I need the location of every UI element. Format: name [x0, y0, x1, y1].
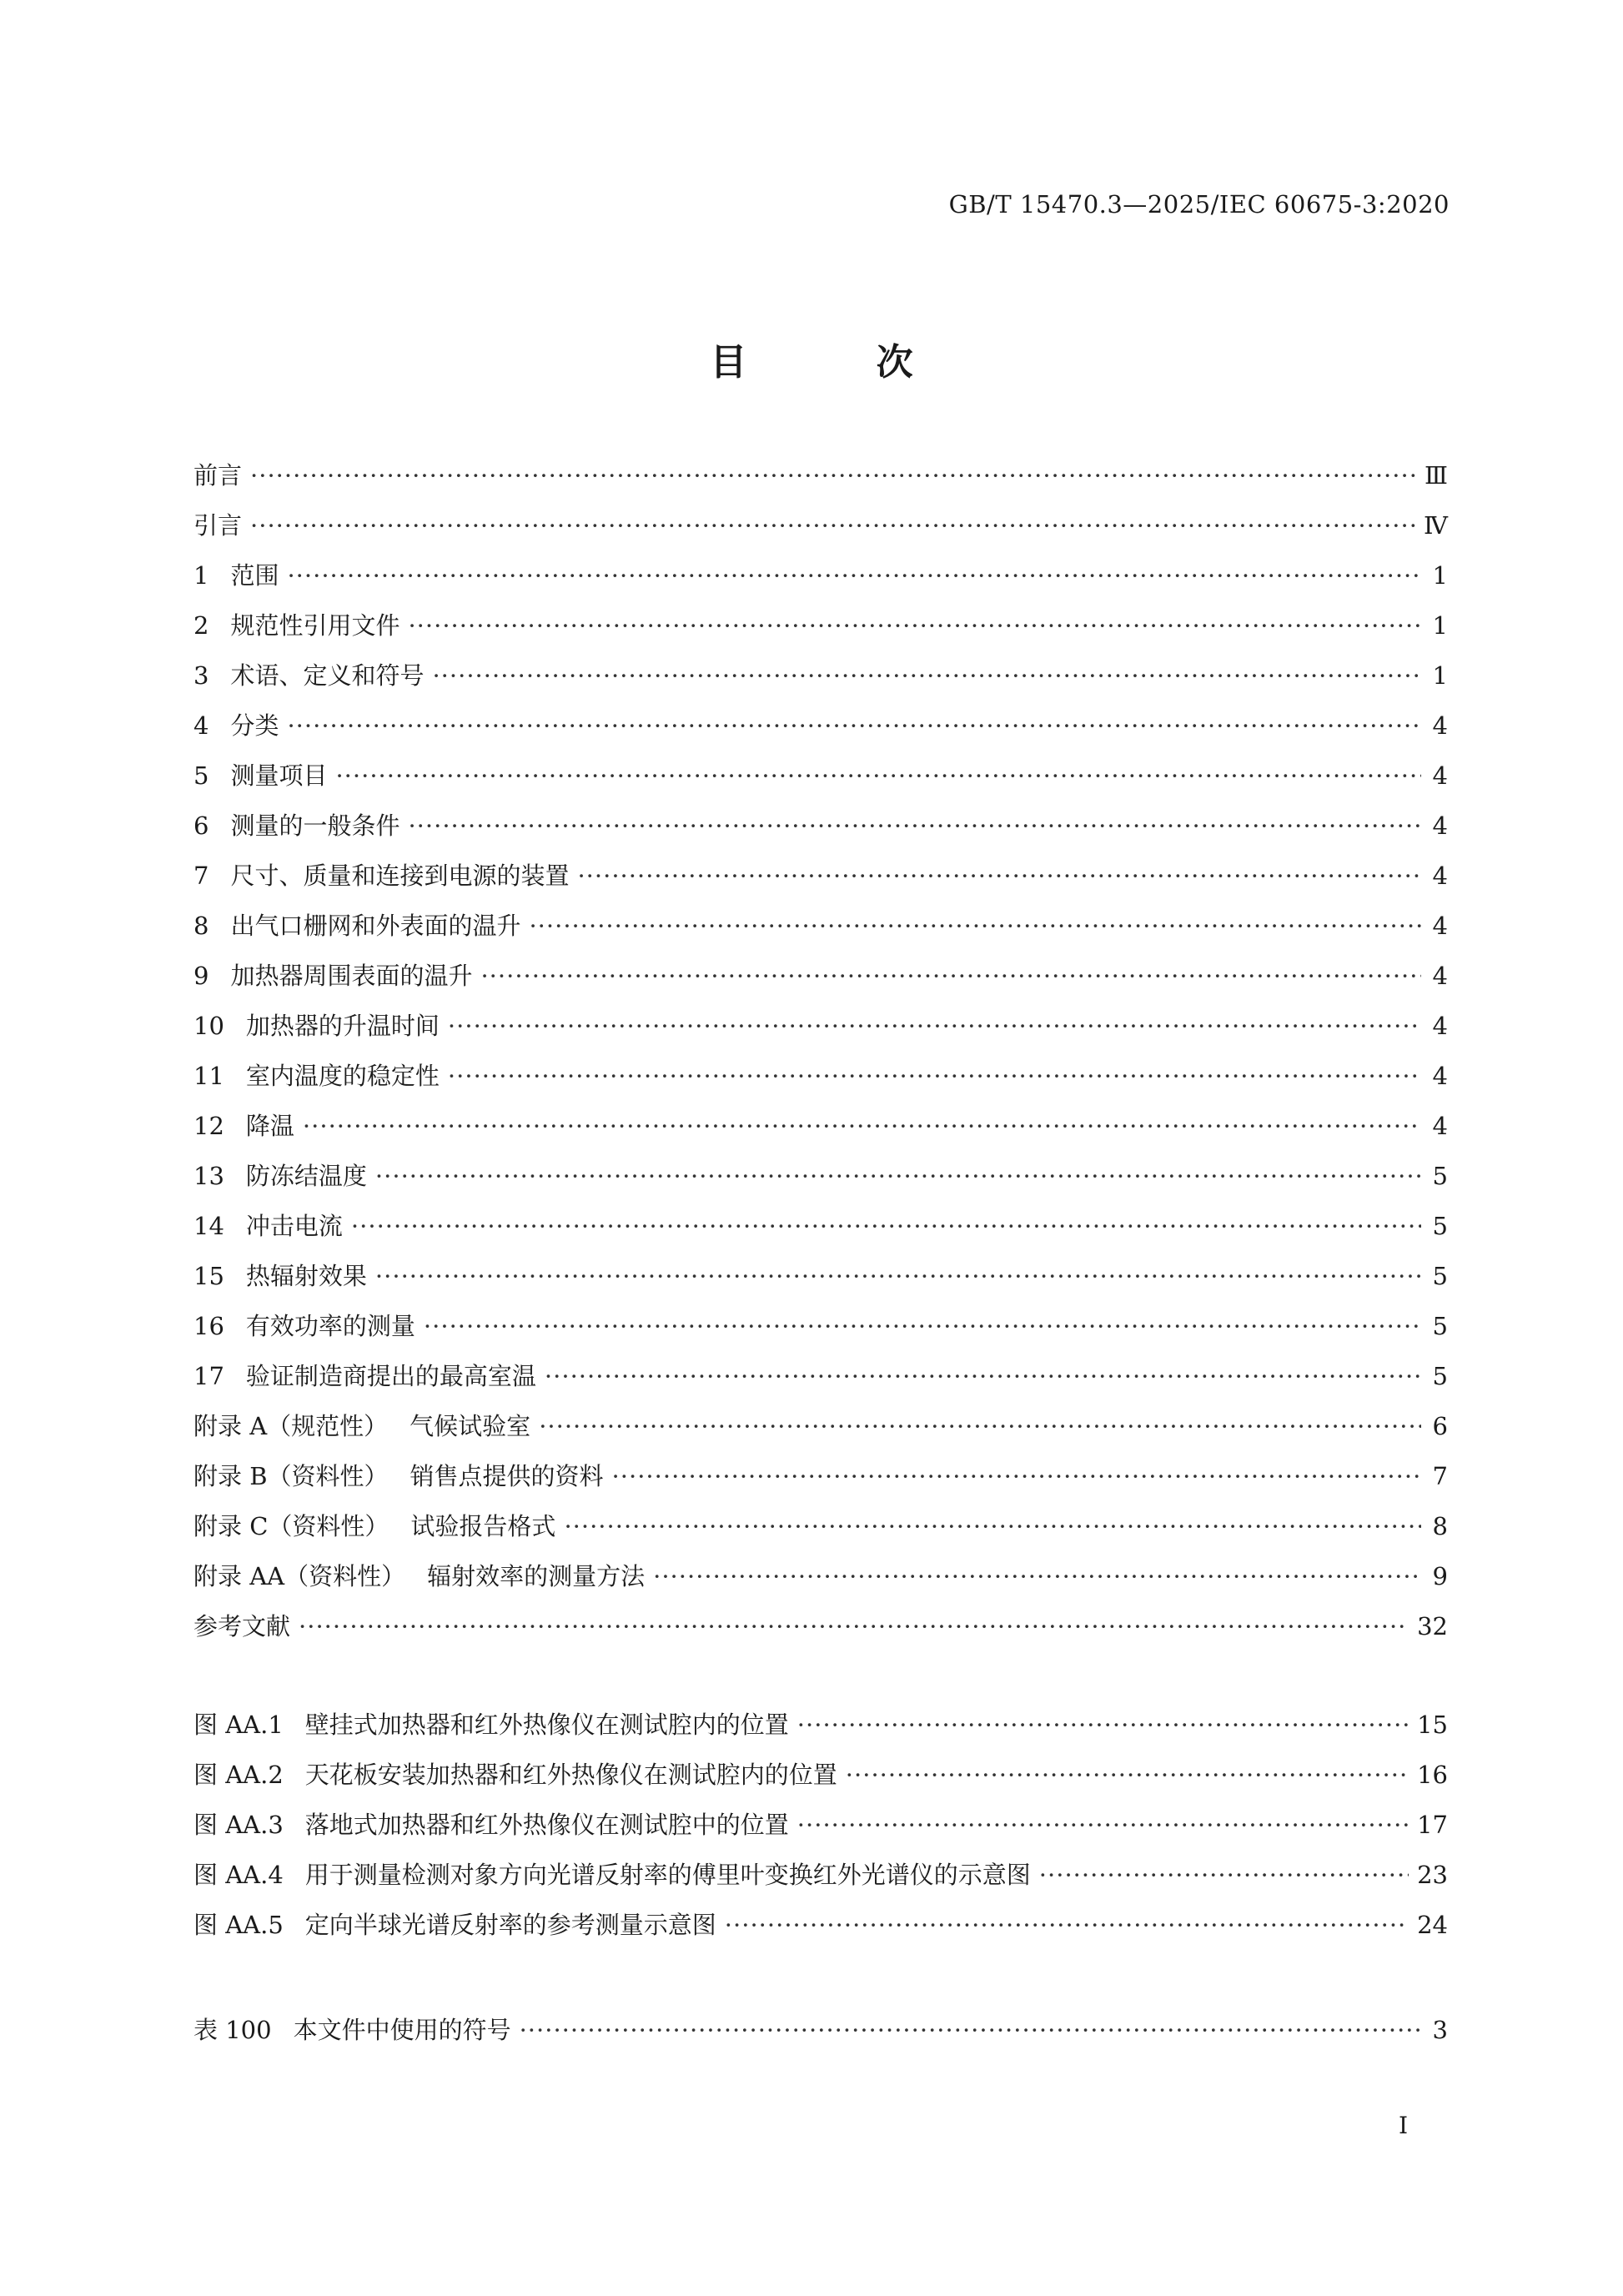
toc-entry-label: 辐射效率的测量方法 — [427, 1562, 646, 1590]
toc-entry-page: 5 — [1432, 1212, 1448, 1240]
toc-entry-page: 1 — [1432, 661, 1448, 690]
toc-entry-page: 16 — [1417, 1761, 1448, 1789]
toc-dot-leader — [448, 1062, 1421, 1090]
toc-dot-leader — [250, 511, 1415, 540]
toc-entry[interactable] — [193, 1108, 1448, 1158]
toc-entry-page: 9 — [1432, 1562, 1448, 1590]
toc-entry-page: 8 — [1432, 1512, 1448, 1540]
toc-dot-leader — [250, 461, 1416, 490]
toc-dot-leader — [408, 611, 1421, 640]
toc-entry-label: 测量项目 — [230, 761, 328, 790]
toc-entry-number: 1 — [193, 561, 209, 590]
toc-entry-page: 24 — [1417, 1911, 1448, 1939]
toc-entry-page: 3 — [1432, 2016, 1448, 2044]
toc-entry-page: 4 — [1432, 811, 1448, 840]
toc-entry-number: 附录 A（规范性） — [193, 1412, 389, 1440]
toc-entry-number: 7 — [193, 862, 209, 890]
toc-entry-label: 本文件中使用的符号 — [293, 2016, 511, 2044]
toc-entry-number: 11 — [193, 1062, 224, 1090]
toc-entry-number: 12 — [193, 1112, 224, 1140]
toc-entry-number: 附录 AA（资料性） — [193, 1562, 406, 1590]
toc-entry-label: 落地式加热器和红外热像仪在测试腔中的位置 — [304, 1811, 789, 1839]
toc-dot-leader — [612, 1462, 1421, 1490]
toc-dot-leader — [846, 1761, 1409, 1789]
toc-dot-leader — [480, 962, 1421, 990]
toc-entry[interactable] — [193, 1308, 1448, 1358]
toc-entry-label: 壁挂式加热器和红外热像仪在测试腔内的位置 — [304, 1711, 789, 1739]
toc-dot-leader — [424, 1312, 1421, 1340]
toc-entry-number: 附录 C（资料性） — [193, 1512, 389, 1540]
toc-entry[interactable] — [193, 1608, 1448, 1658]
toc-entry-page: 4 — [1432, 711, 1448, 740]
toc-entry-page: 7 — [1432, 1462, 1448, 1490]
toc-dot-leader — [653, 1562, 1421, 1590]
toc-entry-label: 加热器周围表面的温升 — [230, 962, 473, 990]
toc-entry-label: 引言 — [193, 511, 243, 540]
toc-entry[interactable] — [193, 507, 1448, 557]
toc-entry-label: 出气口栅网和外表面的温升 — [230, 912, 521, 940]
toc-entry-label: 室内温度的稳定性 — [245, 1062, 440, 1090]
toc-entry-number: 13 — [193, 1162, 224, 1190]
toc-entry[interactable] — [193, 1007, 1448, 1058]
toc-dot-leader — [303, 1112, 1421, 1140]
toc-dot-leader — [529, 912, 1421, 940]
toc-entry[interactable] — [193, 1756, 1448, 1806]
toc-entry-label: 用于测量检测对象方向光谱反射率的傅里叶变换红外光谱仪的示意图 — [304, 1861, 1031, 1889]
page-title: 目 次 — [710, 341, 972, 384]
toc-entry[interactable] — [193, 1907, 1448, 1957]
toc-entry[interactable] — [193, 1158, 1448, 1208]
toc-dot-leader — [725, 1911, 1409, 1939]
toc-entry-label: 冲击电流 — [245, 1212, 343, 1240]
toc-dot-leader — [287, 711, 1421, 740]
toc-dot-leader — [335, 761, 1421, 790]
toc-entry[interactable] — [193, 607, 1448, 657]
document-header: GB/T 15470.3—2025/IEC 60675-3:2020 — [948, 190, 1450, 219]
toc-entry[interactable] — [193, 1358, 1448, 1408]
toc-entry-page: 5 — [1432, 1362, 1448, 1390]
toc-entry-number: 图 AA.1 — [193, 1711, 284, 1739]
toc-entry-number: 表 100 — [193, 2016, 272, 2044]
toc-entry[interactable] — [193, 657, 1448, 707]
toc-entry-number: 图 AA.4 — [193, 1861, 284, 1889]
toc-entry-page: 17 — [1417, 1811, 1448, 1839]
toc-dot-leader — [539, 1412, 1421, 1440]
toc-entry-page: 5 — [1432, 1312, 1448, 1340]
toc-entry[interactable] — [193, 857, 1448, 907]
toc-entry-number: 14 — [193, 1212, 224, 1240]
toc-entry-page: 1 — [1432, 611, 1448, 640]
toc-entry-label: 分类 — [230, 711, 279, 740]
toc-entry-number: 17 — [193, 1362, 224, 1390]
toc-entry-page: 32 — [1417, 1612, 1448, 1640]
toc-entry[interactable] — [193, 707, 1448, 757]
toc-entry-label: 尺寸、质量和连接到电源的装置 — [230, 862, 570, 890]
toc-dot-leader — [577, 862, 1421, 890]
toc-entry-page: 4 — [1432, 862, 1448, 890]
toc-dot-leader — [299, 1612, 1409, 1640]
toc-entry-page: 5 — [1432, 1162, 1448, 1190]
toc-entry-number: 图 AA.5 — [193, 1911, 284, 1939]
toc-dot-leader — [448, 1012, 1421, 1040]
toc-figures-list — [193, 1706, 1448, 1957]
toc-dot-leader — [432, 661, 1421, 690]
toc-dot-leader — [545, 1362, 1421, 1390]
toc-entry-page: 4 — [1432, 1062, 1448, 1090]
toc-entry-page: 4 — [1432, 1112, 1448, 1140]
toc-entry-label: 验证制造商提出的最高室温 — [245, 1362, 536, 1390]
toc-entry-label: 前言 — [193, 461, 243, 490]
toc-entry-label: 定向半球光谱反射率的参考测量示意图 — [304, 1911, 716, 1939]
toc-entry-label: 范围 — [230, 561, 279, 590]
toc-entry-page: 4 — [1432, 962, 1448, 990]
toc-dot-leader — [351, 1212, 1421, 1240]
toc-entry[interactable] — [193, 1208, 1448, 1258]
toc-entry[interactable] — [193, 907, 1448, 957]
toc-dot-leader — [564, 1512, 1421, 1540]
toc-dot-leader — [520, 2016, 1421, 2044]
toc-entry[interactable] — [193, 1706, 1448, 1756]
toc-entry-page: 4 — [1432, 1012, 1448, 1040]
page-number: I — [1398, 2112, 1408, 2139]
toc-entry-page: 5 — [1432, 1262, 1448, 1290]
toc-entry-label: 测量的一般条件 — [230, 811, 400, 840]
toc-entry[interactable] — [193, 1058, 1448, 1108]
toc-entry-label: 加热器的升温时间 — [245, 1012, 440, 1040]
toc-entry-label: 气候试验室 — [410, 1412, 531, 1440]
toc-entry-label: 天花板安装加热器和红外热像仪在测试腔内的位置 — [304, 1761, 837, 1789]
toc-entry-number: 2 — [193, 611, 209, 640]
toc-dot-leader — [287, 561, 1421, 590]
toc-entry-number: 15 — [193, 1262, 224, 1290]
toc-dot-leader — [375, 1162, 1421, 1190]
toc-entry-page: 6 — [1432, 1412, 1448, 1440]
toc-entry[interactable] — [193, 807, 1448, 857]
toc-entry-number: 4 — [193, 711, 209, 740]
toc-dot-leader — [797, 1811, 1409, 1839]
toc-entry-label: 有效功率的测量 — [245, 1312, 415, 1340]
toc-tables-list — [193, 2012, 1448, 2062]
toc-entry-page: 4 — [1432, 912, 1448, 940]
toc-entry-number: 6 — [193, 811, 209, 840]
toc-entry-label: 术语、定义和符号 — [230, 661, 425, 690]
toc-entry[interactable] — [193, 557, 1448, 607]
toc-entry-page: 4 — [1432, 761, 1448, 790]
toc-entry-number: 5 — [193, 761, 209, 790]
toc-entry-page: Ⅳ — [1424, 511, 1448, 540]
toc-entry-label: 试验报告格式 — [410, 1512, 556, 1540]
toc-entry-number: 16 — [193, 1312, 224, 1340]
toc-entry-page: 23 — [1417, 1861, 1448, 1889]
toc-entry-label: 销售点提供的资料 — [410, 1462, 604, 1490]
toc-entry-label: 规范性引用文件 — [230, 611, 400, 640]
toc-entry[interactable] — [193, 1508, 1448, 1558]
toc-entry-page: Ⅲ — [1425, 461, 1448, 490]
toc-entry-number: 8 — [193, 912, 209, 940]
toc-entry[interactable] — [193, 757, 1448, 807]
toc-entry[interactable] — [193, 1458, 1448, 1508]
toc-entry[interactable] — [193, 1408, 1448, 1458]
toc-main-list — [193, 457, 1448, 1658]
toc-entry-number: 图 AA.3 — [193, 1811, 284, 1839]
toc-dot-leader — [1039, 1861, 1409, 1889]
toc-entry[interactable] — [193, 957, 1448, 1007]
toc-entry-page: 1 — [1432, 561, 1448, 590]
toc-entry[interactable] — [193, 1258, 1448, 1308]
toc-entry[interactable] — [193, 1806, 1448, 1856]
toc-entry-number: 10 — [193, 1012, 224, 1040]
toc-entry[interactable] — [193, 1856, 1448, 1907]
toc-entry[interactable] — [193, 1558, 1448, 1608]
toc-entry-page: 15 — [1417, 1711, 1448, 1739]
toc-entry-label: 热辐射效果 — [245, 1262, 367, 1290]
toc-dot-leader — [797, 1711, 1409, 1739]
toc-entry[interactable] — [193, 2012, 1448, 2062]
toc-entry-number: 附录 B（资料性） — [193, 1462, 389, 1490]
toc-entry-number: 9 — [193, 962, 209, 990]
toc-entry-number: 3 — [193, 661, 209, 690]
toc-dot-leader — [408, 811, 1421, 840]
toc-entry[interactable] — [193, 457, 1448, 507]
toc-entry-label: 参考文献 — [193, 1612, 291, 1640]
toc-entry-label: 降温 — [245, 1112, 294, 1140]
toc-entry-label: 防冻结温度 — [245, 1162, 367, 1190]
toc-entry-number: 图 AA.2 — [193, 1761, 284, 1789]
toc-dot-leader — [375, 1262, 1421, 1290]
